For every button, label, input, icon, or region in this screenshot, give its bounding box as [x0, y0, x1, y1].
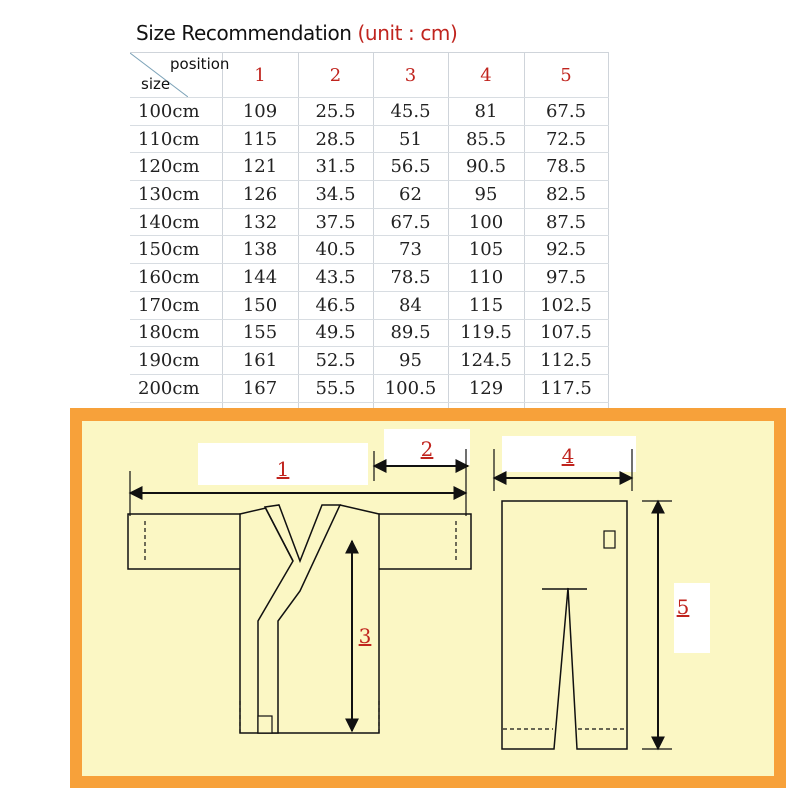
measurement-cell: 52.5 — [298, 347, 373, 375]
size-table — [130, 52, 609, 414]
measurement-cell: 115 — [448, 291, 524, 319]
table-row — [130, 374, 608, 402]
measurement-cell: 100 — [448, 208, 524, 236]
measurement-diagram-frame — [70, 408, 786, 788]
size-cell: 160cm — [130, 264, 222, 292]
corner-header-cell — [130, 53, 230, 98]
measurement-cell: 78.5 — [373, 264, 448, 292]
measurement-cell: 107.5 — [524, 319, 608, 347]
measurement-cell: 119.5 — [448, 319, 524, 347]
measurement-cell: 132 — [222, 208, 298, 236]
measurement-cell: 102.5 — [524, 291, 608, 319]
table-row — [130, 319, 608, 347]
measurement-cell: 112.5 — [524, 347, 608, 375]
measurement-cell: 67.5 — [373, 208, 448, 236]
measurement-cell: 92.5 — [524, 236, 608, 264]
measurement-label-1: 1 — [276, 457, 290, 481]
measurement-cell: 87.5 — [524, 208, 608, 236]
measurement-cell: 25.5 — [298, 98, 373, 126]
size-cell: 110cm — [130, 125, 222, 153]
measurement-label-2: 2 — [420, 437, 434, 461]
measurement-cell: 82.5 — [524, 181, 608, 209]
measurement-diagram — [82, 421, 774, 776]
column-header: 2 — [298, 53, 373, 98]
size-cell: 170cm — [130, 291, 222, 319]
measurement-cell: 100.5 — [373, 374, 448, 402]
jacket-right-sleeve — [379, 514, 471, 569]
table-row — [130, 98, 608, 126]
table-row — [130, 181, 608, 209]
measurement-cell: 95 — [448, 181, 524, 209]
measurement-cell: 124.5 — [448, 347, 524, 375]
title-open-paren: ( — [357, 21, 365, 45]
measurement-cell: 97.5 — [524, 264, 608, 292]
measurement-cell: 95 — [373, 347, 448, 375]
measurement-cell: 167 — [222, 374, 298, 402]
measurement-cell: 115 — [222, 125, 298, 153]
table-row — [130, 153, 608, 181]
measurement-cell: 84 — [373, 291, 448, 319]
size-cell: 130cm — [130, 181, 222, 209]
measurement-cell: 34.5 — [298, 181, 373, 209]
measurement-cell: 31.5 — [298, 153, 373, 181]
measurement-cell: 89.5 — [373, 319, 448, 347]
measurement-cell: 73 — [373, 236, 448, 264]
measurement-cell: 72.5 — [524, 125, 608, 153]
measurement-cell: 105 — [448, 236, 524, 264]
measurement-cell: 49.5 — [298, 319, 373, 347]
belt-knot — [258, 716, 272, 733]
size-cell: 180cm — [130, 319, 222, 347]
measurement-cell: 155 — [222, 319, 298, 347]
measurement-cell: 150 — [222, 291, 298, 319]
size-cell: 150cm — [130, 236, 222, 264]
measurement-label-3: 3 — [358, 624, 372, 648]
table-row — [130, 291, 608, 319]
garment-diagram-svg — [82, 421, 774, 776]
measurement-cell: 81 — [448, 98, 524, 126]
pants-tag — [604, 531, 615, 548]
measurement-cell: 90.5 — [448, 153, 524, 181]
corner-position-label: position — [170, 55, 230, 73]
measurement-cell: 56.5 — [373, 153, 448, 181]
title-text: Size Recommendation — [136, 21, 358, 45]
measurement-cell: 51 — [373, 125, 448, 153]
measurement-cell: 85.5 — [448, 125, 524, 153]
measurement-cell: 117.5 — [524, 374, 608, 402]
measurement-cell: 126 — [222, 181, 298, 209]
size-cell: 120cm — [130, 153, 222, 181]
jacket-outline — [128, 505, 471, 733]
table-row — [130, 236, 608, 264]
measurement-cell: 109 — [222, 98, 298, 126]
measurement-cell: 43.5 — [298, 264, 373, 292]
size-cell: 100cm — [130, 98, 222, 126]
measurement-cell: 55.5 — [298, 374, 373, 402]
measurement-cell: 138 — [222, 236, 298, 264]
measurement-cell: 67.5 — [524, 98, 608, 126]
measurement-label-4: 4 — [561, 444, 575, 468]
measurement-cell: 37.5 — [298, 208, 373, 236]
column-header: 3 — [373, 53, 448, 98]
table-row — [130, 208, 608, 236]
size-cell: 200cm — [130, 374, 222, 402]
measurement-cell: 129 — [448, 374, 524, 402]
corner-size-label: size — [141, 75, 171, 93]
measurement-cell: 121 — [222, 153, 298, 181]
size-cell: 190cm — [130, 347, 222, 375]
measurement-cell: 110 — [448, 264, 524, 292]
measurement-cell: 62 — [373, 181, 448, 209]
table-title — [130, 14, 608, 52]
table-body — [130, 98, 608, 414]
table-row — [130, 264, 608, 292]
table-row — [130, 347, 608, 375]
column-header: 5 — [524, 53, 608, 98]
measurement-label-5: 5 — [676, 595, 690, 619]
size-cell: 140cm — [130, 208, 222, 236]
measurement-cell: 161 — [222, 347, 298, 375]
column-header: 4 — [448, 53, 524, 98]
size-table-panel — [130, 14, 608, 414]
table-header-row — [130, 53, 608, 98]
measurement-cell: 46.5 — [298, 291, 373, 319]
measurement-cell: 144 — [222, 264, 298, 292]
title-close-paren: ) — [450, 21, 458, 45]
measurement-cell: 40.5 — [298, 236, 373, 264]
column-header: 1 — [222, 53, 298, 98]
table-row — [130, 125, 608, 153]
title-unit: unit : cm — [364, 21, 451, 45]
measurement-cell: 28.5 — [298, 125, 373, 153]
measurement-cell: 78.5 — [524, 153, 608, 181]
measurement-cell: 45.5 — [373, 98, 448, 126]
